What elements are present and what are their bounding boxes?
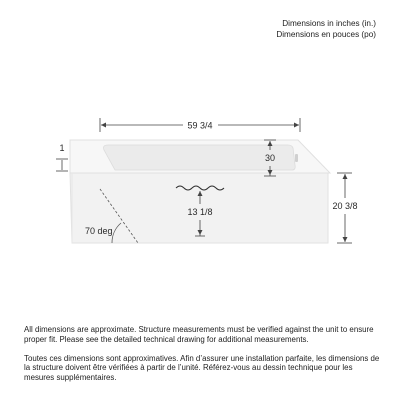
drain-icon: [295, 154, 298, 162]
notes: [24, 325, 384, 392]
rim-label: 1: [59, 143, 65, 153]
height-arrow-bottom: [343, 237, 348, 242]
note-fr: Toutes ces dimensions sont approximatives. Afin d’assurer une installation parfaite, les dimensions de la structure doivent être vérifiées à partir de l’unité. Référez-vous au dessin technique pour les mesures supplémentaires.: [24, 353, 380, 383]
height-arrow-top: [343, 174, 348, 179]
water-depth-label: 13 1/8: [187, 207, 213, 217]
angle-label: 70 deg: [85, 226, 113, 236]
units-label-fr: Dimensions en pouces (po): [276, 29, 376, 39]
width-label: 59 3/4: [187, 120, 213, 131]
rim-dimension: [56, 159, 68, 171]
width-arrow-left: [101, 123, 106, 128]
units-label-en: Dimensions in inches (in.): [282, 19, 376, 28]
width-arrow-right: [294, 123, 299, 128]
note-en: All dimensions are approximate. Structure measurements must be verified against the unit to ensure proper fit. Please see the detailed technical drawing for additional measurements.: [24, 325, 374, 344]
height-label: 20 3/8: [332, 201, 358, 211]
depth-label: 30: [264, 153, 276, 163]
